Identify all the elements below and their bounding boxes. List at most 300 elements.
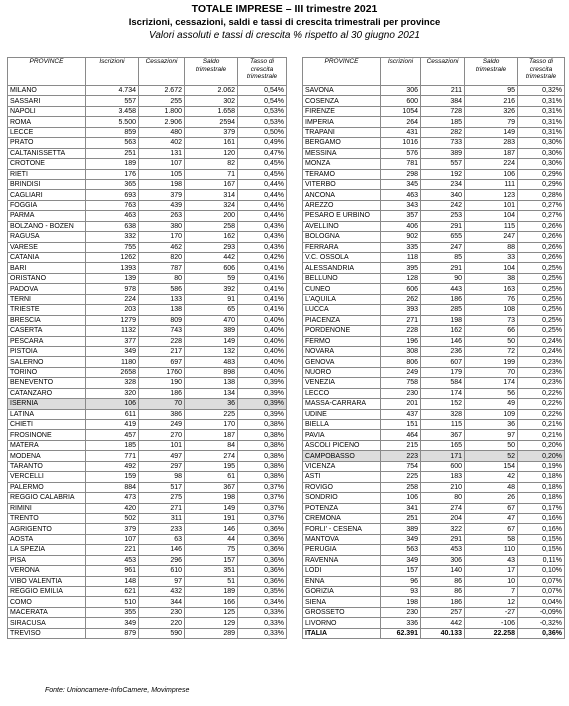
header-tasso: Tasso di crescita trimestrale	[238, 58, 287, 86]
province-cell: VICENZA	[303, 461, 381, 471]
tasso-cell: 0,27%	[518, 200, 565, 210]
province-cell: LUCCA	[303, 305, 381, 315]
cessazioni-cell: 86	[421, 576, 465, 586]
province-cell: SIRACUSA	[8, 618, 86, 628]
saldo-cell: 56	[465, 388, 518, 398]
table-row	[8, 524, 287, 534]
iscrizioni-cell: 107	[86, 534, 139, 544]
cessazioni-cell: 2.906	[139, 117, 185, 127]
tasso-cell: 0,24%	[518, 336, 565, 346]
saldo-cell: 95	[465, 86, 518, 96]
iscrizioni-cell: 357	[381, 211, 421, 221]
province-cell: ROVIGO	[303, 482, 381, 492]
table-row	[303, 148, 565, 158]
tasso-cell: 0,39%	[238, 388, 287, 398]
right-table	[302, 57, 565, 639]
iscrizioni-cell: 781	[381, 159, 421, 169]
iscrizioni-cell: 349	[381, 534, 421, 544]
iscrizioni-cell: 96	[381, 576, 421, 586]
table-row	[8, 618, 287, 628]
left-table-body	[8, 86, 287, 639]
province-cell: REGGIO CALABRIA	[8, 493, 86, 503]
cessazioni-cell: 584	[421, 378, 465, 388]
table-row	[303, 127, 565, 137]
province-cell: MASSA-CARRARA	[303, 399, 381, 409]
tasso-cell: 0,35%	[238, 587, 287, 597]
cessazioni-cell: 1760	[139, 367, 185, 377]
left-table	[7, 57, 287, 639]
tasso-cell: 0,07%	[518, 587, 565, 597]
cessazioni-cell: 98	[139, 472, 185, 482]
province-cell: BOLZANO - BOZEN	[8, 221, 86, 231]
province-cell: UDINE	[303, 409, 381, 419]
saldo-cell: 154	[465, 461, 518, 471]
tasso-cell: 0,15%	[518, 534, 565, 544]
table-row	[8, 451, 287, 461]
province-cell: LECCE	[8, 127, 86, 137]
cessazioni-cell: 115	[421, 420, 465, 430]
tasso-cell: 0,18%	[518, 493, 565, 503]
saldo-cell: 138	[185, 378, 238, 388]
cessazioni-cell: 146	[139, 545, 185, 555]
province-cell: PESCARA	[8, 336, 86, 346]
iscrizioni-cell: 437	[381, 409, 421, 419]
cessazioni-cell: 255	[139, 96, 185, 106]
saldo-cell: 82	[185, 159, 238, 169]
saldo-cell: 65	[185, 305, 238, 315]
cessazioni-cell: 697	[139, 357, 185, 367]
table-row	[303, 472, 565, 482]
tasso-cell: 0,16%	[518, 513, 565, 523]
saldo-cell: 73	[465, 315, 518, 325]
province-cell: AVELLINO	[303, 221, 381, 231]
tasso-cell: 0,20%	[518, 451, 565, 461]
iscrizioni-cell: 879	[86, 628, 139, 638]
table-row	[8, 576, 287, 586]
table-row	[303, 534, 565, 544]
tasso-cell: 0,37%	[238, 513, 287, 523]
cessazioni-cell: 291	[421, 221, 465, 231]
saldo-cell: 125	[185, 607, 238, 617]
tasso-cell: 0,30%	[518, 159, 565, 169]
table-row	[8, 190, 287, 200]
report-note: Valori assoluti e tassi di crescita % rispetto al 30 giugno 2021	[149, 30, 420, 41]
tasso-cell: 0,15%	[518, 545, 565, 555]
province-cell: LECCO	[303, 388, 381, 398]
cessazioni-cell: 809	[139, 315, 185, 325]
province-cell: COMO	[8, 597, 86, 607]
province-cell: TRIESTE	[8, 305, 86, 315]
province-cell: VITERBO	[303, 179, 381, 189]
tasso-cell: 0,25%	[518, 263, 565, 273]
cessazioni-cell: 192	[421, 169, 465, 179]
province-cell: GORIZIA	[303, 587, 381, 597]
saldo-cell: 199	[465, 357, 518, 367]
tasso-cell: 0,39%	[238, 378, 287, 388]
province-cell: VENEZIA	[303, 378, 381, 388]
tasso-cell: 0,43%	[238, 242, 287, 252]
table-row	[8, 628, 287, 638]
table-row	[8, 566, 287, 576]
saldo-cell: 289	[185, 628, 238, 638]
cessazioni-cell: 220	[139, 618, 185, 628]
saldo-cell: 88	[465, 242, 518, 252]
province-cell: SONDRIO	[303, 493, 381, 503]
tasso-cell: 0,50%	[238, 127, 287, 137]
cessazioni-cell: 236	[421, 346, 465, 356]
table-row	[303, 388, 565, 398]
table-row	[8, 86, 287, 96]
table-row	[303, 200, 565, 210]
province-cell: ASCOLI PICENO	[303, 440, 381, 450]
iscrizioni-cell: 1262	[86, 253, 139, 263]
tasso-cell: 0,41%	[238, 273, 287, 283]
table-row	[303, 628, 565, 638]
table-row	[8, 284, 287, 294]
saldo-cell: 392	[185, 284, 238, 294]
tasso-cell: 0,38%	[238, 420, 287, 430]
cessazioni-cell: 107	[139, 159, 185, 169]
tasso-cell: 0,22%	[518, 409, 565, 419]
saldo-cell: 216	[465, 96, 518, 106]
cessazioni-cell: 270	[139, 430, 185, 440]
tasso-cell: 0,25%	[518, 284, 565, 294]
province-cell: CALTANISSETTA	[8, 148, 86, 158]
table-row	[303, 336, 565, 346]
header-saldo: Saldo trimestrale	[465, 58, 518, 86]
iscrizioni-cell: 271	[381, 315, 421, 325]
table-row	[303, 461, 565, 471]
saldo-cell: 129	[185, 618, 238, 628]
tasso-cell: 0,37%	[238, 493, 287, 503]
tasso-cell: 0,25%	[518, 305, 565, 315]
iscrizioni-cell: 563	[381, 545, 421, 555]
table-row	[8, 513, 287, 523]
cessazioni-cell: 297	[139, 461, 185, 471]
iscrizioni-cell: 224	[86, 294, 139, 304]
province-cell: FROSINONE	[8, 430, 86, 440]
tasso-cell: 0,37%	[238, 482, 287, 492]
table-row	[8, 587, 287, 597]
header-province: PROVINCE	[8, 58, 86, 86]
iscrizioni-cell: 320	[86, 388, 139, 398]
province-cell: ANCONA	[303, 190, 381, 200]
iscrizioni-cell: 264	[381, 117, 421, 127]
iscrizioni-cell: 4.734	[86, 86, 139, 96]
table-row	[8, 273, 287, 283]
table-row	[8, 336, 287, 346]
province-cell: PARMA	[8, 211, 86, 221]
tasso-cell: 0,22%	[518, 388, 565, 398]
tasso-cell: 0,47%	[238, 148, 287, 158]
tasso-cell: 0,53%	[238, 117, 287, 127]
cessazioni-cell: 367	[421, 430, 465, 440]
iscrizioni-cell: 201	[381, 399, 421, 409]
iscrizioni-cell: 251	[381, 513, 421, 523]
saldo-cell: 302	[185, 96, 238, 106]
tasso-cell: 0,36%	[238, 576, 287, 586]
tasso-cell: 0,36%	[238, 534, 287, 544]
table-row	[303, 346, 565, 356]
saldo-cell: 163	[465, 284, 518, 294]
iscrizioni-cell: 365	[86, 179, 139, 189]
province-cell: BERGAMO	[303, 138, 381, 148]
cessazioni-cell: 133	[139, 294, 185, 304]
saldo-cell: 42	[465, 472, 518, 482]
iscrizioni-cell: 223	[381, 451, 421, 461]
province-cell: REGGIO EMILIA	[8, 587, 86, 597]
table-row	[303, 493, 565, 503]
tasso-cell: 0,29%	[518, 169, 565, 179]
table-row	[303, 106, 565, 116]
saldo-cell: 72	[465, 346, 518, 356]
province-cell: GENOVA	[303, 357, 381, 367]
province-cell: TRENTO	[8, 513, 86, 523]
tasso-cell: 0,24%	[518, 346, 565, 356]
iscrizioni-cell: 902	[381, 232, 421, 242]
saldo-cell: 195	[185, 461, 238, 471]
saldo-cell: 483	[185, 357, 238, 367]
table-row	[303, 159, 565, 169]
iscrizioni-cell: 225	[381, 472, 421, 482]
cessazioni-cell: 257	[421, 607, 465, 617]
province-cell: NOVARA	[303, 346, 381, 356]
table-row	[303, 263, 565, 273]
cessazioni-cell: 171	[421, 451, 465, 461]
iscrizioni-cell: 228	[381, 326, 421, 336]
iscrizioni-cell: 510	[86, 597, 139, 607]
table-row	[8, 607, 287, 617]
province-cell: AGRIGENTO	[8, 524, 86, 534]
tasso-cell: 0,32%	[518, 86, 565, 96]
cessazioni-cell: 233	[139, 524, 185, 534]
saldo-cell: 247	[465, 232, 518, 242]
tasso-cell: 0,17%	[518, 503, 565, 513]
tasso-cell: 0,07%	[518, 576, 565, 586]
province-cell: LATINA	[8, 409, 86, 419]
table-row	[8, 232, 287, 242]
cessazioni-cell: 162	[421, 326, 465, 336]
tasso-cell: 0,31%	[518, 106, 565, 116]
table-row	[303, 545, 565, 555]
saldo-cell: 149	[185, 503, 238, 513]
province-cell: MONZA	[303, 159, 381, 169]
table-row	[303, 409, 565, 419]
saldo-cell: 48	[465, 482, 518, 492]
saldo-cell: 104	[465, 211, 518, 221]
iscrizioni-cell: 230	[381, 388, 421, 398]
cessazioni-cell: 655	[421, 232, 465, 242]
saldo-cell: 149	[465, 127, 518, 137]
province-cell: AREZZO	[303, 200, 381, 210]
tasso-cell: 0,33%	[238, 628, 287, 638]
table-row	[8, 221, 287, 231]
cessazioni-cell: 787	[139, 263, 185, 273]
province-cell: FORLI' - CESENA	[303, 524, 381, 534]
saldo-cell: 367	[185, 482, 238, 492]
table-row	[8, 409, 287, 419]
province-cell: SAVONA	[303, 86, 381, 96]
iscrizioni-cell: 606	[381, 284, 421, 294]
province-cell: NAPOLI	[8, 106, 86, 116]
iscrizioni-cell: 379	[86, 524, 139, 534]
province-cell: PISA	[8, 555, 86, 565]
cessazioni-cell: 2.672	[139, 86, 185, 96]
saldo-cell: 293	[185, 242, 238, 252]
cessazioni-cell: 402	[139, 138, 185, 148]
iscrizioni-cell: 395	[381, 263, 421, 273]
saldo-cell: 258	[185, 221, 238, 231]
province-cell: PIACENZA	[303, 315, 381, 325]
iscrizioni-cell: 611	[86, 409, 139, 419]
tasso-cell: 0,28%	[518, 190, 565, 200]
saldo-cell: 187	[185, 430, 238, 440]
iscrizioni-cell: 961	[86, 566, 139, 576]
header-iscrizioni: Iscrizioni	[86, 58, 139, 86]
province-cell: PALERMO	[8, 482, 86, 492]
iscrizioni-cell: 806	[381, 357, 421, 367]
cessazioni-cell: 480	[139, 127, 185, 137]
tasso-cell: 0,38%	[238, 440, 287, 450]
cessazioni-cell: 820	[139, 253, 185, 263]
province-cell: BENEVENTO	[8, 378, 86, 388]
province-cell: CATANZARO	[8, 388, 86, 398]
province-cell: CASERTA	[8, 326, 86, 336]
table-row	[303, 503, 565, 513]
table-row	[8, 367, 287, 377]
tasso-cell: 0,04%	[518, 597, 565, 607]
cessazioni-cell: 557	[421, 159, 465, 169]
cessazioni-cell: 296	[139, 555, 185, 565]
cessazioni-cell: 186	[421, 294, 465, 304]
saldo-cell: 97	[465, 430, 518, 440]
saldo-cell: 324	[185, 200, 238, 210]
cessazioni-cell: 249	[139, 420, 185, 430]
iscrizioni-cell: 349	[86, 346, 139, 356]
iscrizioni-cell: 758	[381, 378, 421, 388]
iscrizioni-cell: 638	[86, 221, 139, 231]
province-cell: CROTONE	[8, 159, 86, 169]
cessazioni-cell: 389	[421, 148, 465, 158]
table-row	[8, 263, 287, 273]
table-row	[303, 367, 565, 377]
saldo-cell: 191	[185, 513, 238, 523]
tasso-cell: 0,45%	[238, 159, 287, 169]
iscrizioni-cell: 336	[381, 618, 421, 628]
table-row	[8, 211, 287, 221]
cessazioni-cell: 432	[139, 587, 185, 597]
iscrizioni-cell: 771	[86, 451, 139, 461]
cessazioni-cell: 131	[139, 148, 185, 158]
cessazioni-cell: 328	[421, 409, 465, 419]
iscrizioni-cell: 693	[86, 190, 139, 200]
province-cell: BELLUNO	[303, 273, 381, 283]
table-row	[8, 148, 287, 158]
iscrizioni-cell: 1054	[381, 106, 421, 116]
iscrizioni-cell: 406	[381, 221, 421, 231]
cessazioni-cell: 291	[421, 263, 465, 273]
tasso-cell: 0,44%	[238, 200, 287, 210]
province-cell: LIVORNO	[303, 618, 381, 628]
table-row	[303, 294, 565, 304]
saldo-cell: 38	[465, 273, 518, 283]
table-row	[303, 86, 565, 96]
table-row	[8, 242, 287, 252]
iscrizioni-cell: 196	[381, 336, 421, 346]
province-cell: CAGLIARI	[8, 190, 86, 200]
table-row	[303, 513, 565, 523]
iscrizioni-cell: 884	[86, 482, 139, 492]
tasso-cell: 0,11%	[518, 555, 565, 565]
table-row	[303, 555, 565, 565]
iscrizioni-cell: 262	[381, 294, 421, 304]
iscrizioni-cell: 389	[381, 524, 421, 534]
cessazioni-cell: 600	[421, 461, 465, 471]
iscrizioni-cell: 185	[86, 440, 139, 450]
tasso-cell: 0,42%	[238, 253, 287, 263]
province-cell: ALESSANDRIA	[303, 263, 381, 273]
province-cell: SIENA	[303, 597, 381, 607]
table-row	[8, 294, 287, 304]
saldo-cell: 109	[465, 409, 518, 419]
saldo-cell: 274	[185, 451, 238, 461]
tasso-cell: 0,25%	[518, 326, 565, 336]
table-row	[8, 545, 287, 555]
saldo-cell: 389	[185, 326, 238, 336]
saldo-cell: 326	[465, 106, 518, 116]
province-cell: VARESE	[8, 242, 86, 252]
tasso-cell: 0,26%	[518, 242, 565, 252]
iscrizioni-cell: 563	[86, 138, 139, 148]
saldo-cell: 7	[465, 587, 518, 597]
cessazioni-cell: 442	[421, 618, 465, 628]
iscrizioni-cell: 763	[86, 200, 139, 210]
tasso-cell: 0,23%	[518, 357, 565, 367]
saldo-cell: 162	[185, 232, 238, 242]
cessazioni-cell: 380	[139, 221, 185, 231]
tasso-cell: 0,22%	[518, 399, 565, 409]
table-row	[303, 430, 565, 440]
tasso-cell: 0,18%	[518, 472, 565, 482]
iscrizioni-cell: 978	[86, 284, 139, 294]
cessazioni-cell: 90	[421, 273, 465, 283]
province-cell: FOGGIA	[8, 200, 86, 210]
province-cell: NUORO	[303, 367, 381, 377]
table-row	[8, 305, 287, 315]
table-row	[8, 346, 287, 356]
province-cell: ASTI	[303, 472, 381, 482]
saldo-cell: 36	[185, 399, 238, 409]
cessazioni-cell: 743	[139, 326, 185, 336]
province-cell: TERNI	[8, 294, 86, 304]
saldo-cell: 75	[185, 545, 238, 555]
table-row	[303, 96, 565, 106]
iscrizioni-cell: 249	[381, 367, 421, 377]
iscrizioni-cell: 308	[381, 346, 421, 356]
cessazioni-cell: 590	[139, 628, 185, 638]
saldo-cell: 379	[185, 127, 238, 137]
table-row	[303, 169, 565, 179]
table-row	[303, 357, 565, 367]
saldo-cell: 44	[185, 534, 238, 544]
tasso-cell: 0,38%	[238, 472, 287, 482]
tasso-cell: 0,40%	[238, 315, 287, 325]
tasso-cell: 0,21%	[518, 420, 565, 430]
cessazioni-cell: 443	[421, 284, 465, 294]
tasso-cell: 0,25%	[518, 294, 565, 304]
iscrizioni-cell: 1180	[86, 357, 139, 367]
cessazioni-cell: 733	[421, 138, 465, 148]
